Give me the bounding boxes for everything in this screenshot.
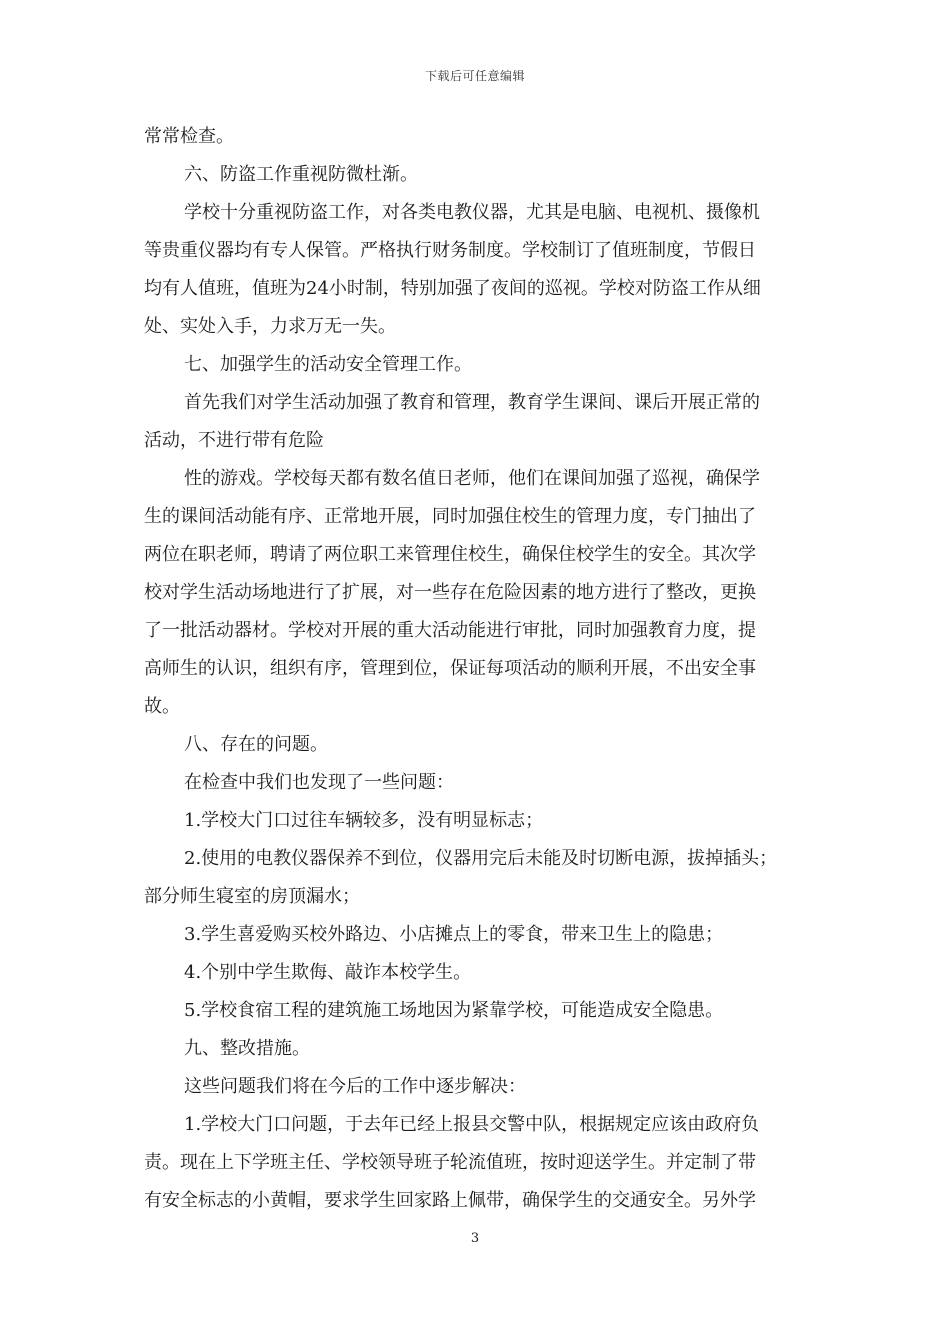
text-line: 高师生的认识，组织有序，管理到位，保证每项活动的顺利开展，不出安全事 xyxy=(144,658,756,679)
page-number: 3 xyxy=(470,1231,480,1246)
text-line: 学校十分重视防盗工作，对各类电教仪器，尤其是电脑、电视机、摄像机 xyxy=(184,202,760,223)
text-line: 部分师生寝室的房顶漏水； xyxy=(144,886,360,907)
list-item: 3.学生喜爱购买校外路边、小店摊点上的零食，带来卫生上的隐患； xyxy=(184,924,724,945)
text-line: 处、实处入手，力求万无一失。 xyxy=(144,316,396,337)
text-line: 责。现在上下学班主任、学校领导班子轮流值班，按时迎送学生。并定制了带 xyxy=(144,1152,756,1173)
section-heading-nine: 九、整改措施。 xyxy=(184,1038,310,1059)
list-item: 1.学校大门口过往车辆较多，没有明显标志； xyxy=(184,810,544,831)
section-heading-seven: 七、加强学生的活动安全管理工作。 xyxy=(184,354,472,375)
section-heading-eight: 八、存在的问题。 xyxy=(184,734,328,755)
section-heading-six: 六、防盗工作重视防微杜渐。 xyxy=(184,164,418,185)
text-line: 有安全标志的小黄帽，要求学生回家路上佩带，确保学生的交通安全。另外学 xyxy=(144,1190,756,1211)
text-line: 两位在职老师，聘请了两位职工来管理住校生，确保住校学生的安全。其次学 xyxy=(144,544,756,565)
text-line: 常常检查。 xyxy=(144,126,234,147)
page-header: 下载后可任意编辑 xyxy=(424,69,525,83)
text-line: 在检查中我们也发现了一些问题： xyxy=(184,772,454,793)
text-line: 均有人值班，值班为24小时制，特别加强了夜间的巡视。学校对防盗工作从细 xyxy=(144,278,761,299)
list-item: 5.学校食宿工程的建筑施工场地因为紧靠学校，可能造成安全隐患。 xyxy=(184,1000,724,1021)
text-line: 性的游戏。学校每天都有数名值日老师，他们在课间加强了巡视，确保学 xyxy=(184,468,760,489)
list-item: 4.个别中学生欺侮、敲诈本校学生。 xyxy=(184,962,472,983)
text-line: 了一批活动器材。学校对开展的重大活动能进行审批，同时加强教育力度，提 xyxy=(144,620,756,641)
list-item: 2.使用的电教仪器保养不到位，仪器用完后未能及时切断电源，拔掉插头； xyxy=(184,848,778,869)
text-line: 这些问题我们将在今后的工作中逐步解决： xyxy=(184,1076,526,1097)
text-line: 活动，不进行带有危险 xyxy=(144,430,324,451)
text-line: 校对学生活动场地进行了扩展，对一些存在危险因素的地方进行了整改，更换 xyxy=(144,582,756,603)
text-line: 首先我们对学生活动加强了教育和管理，教育学生课间、课后开展正常的 xyxy=(184,392,760,413)
text-line: 生的课间活动能有序、正常地开展，同时加强住校生的管理力度，专门抽出了 xyxy=(144,506,756,527)
text-line: 等贵重仪器均有专人保管。严格执行财务制度。学校制订了值班制度，节假日 xyxy=(144,240,756,261)
document-body xyxy=(144,118,808,1220)
list-item: 1.学校大门口问题，于去年已经上报县交警中队，根据规定应该由政府负 xyxy=(184,1114,760,1135)
text-line: 故。 xyxy=(144,696,180,717)
